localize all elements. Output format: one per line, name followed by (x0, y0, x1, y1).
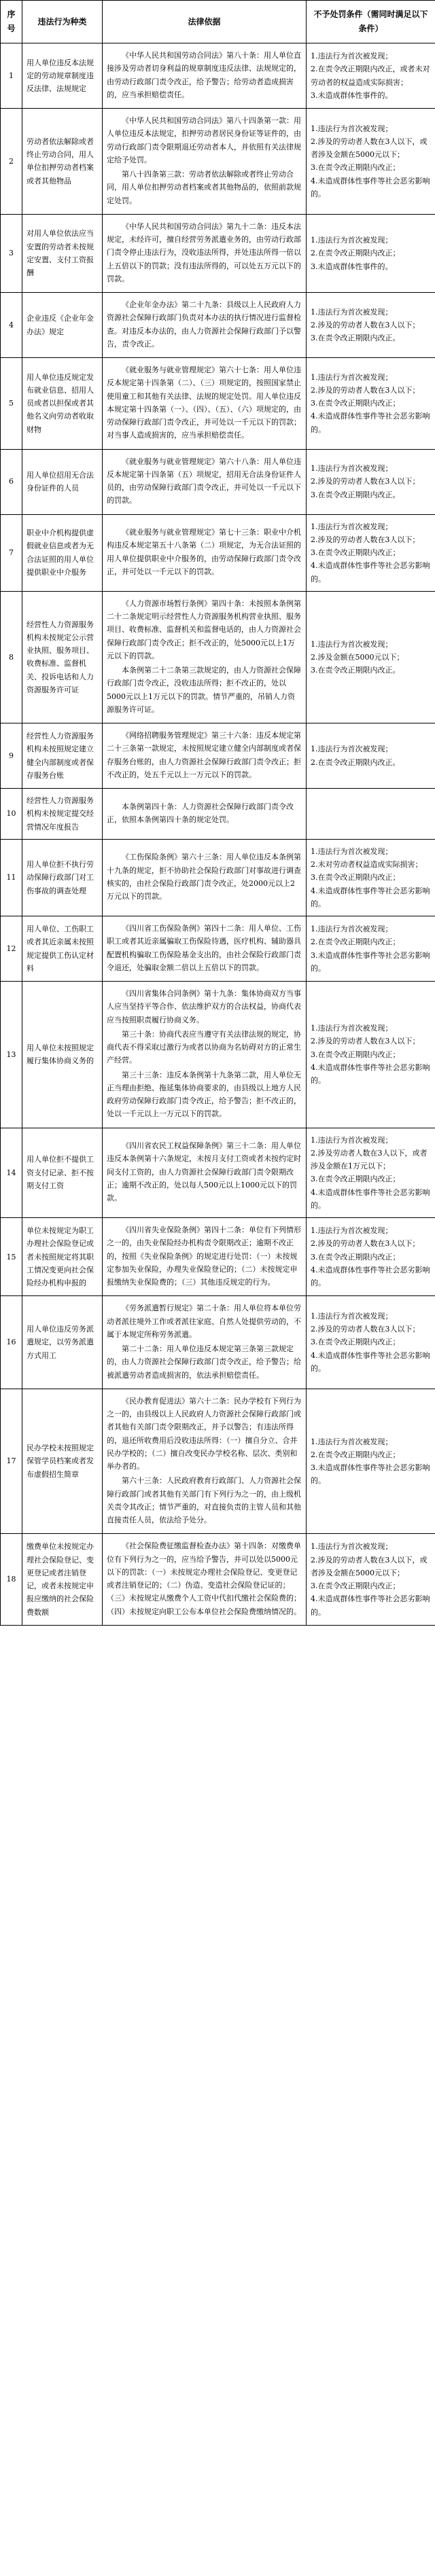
condition-item: 1.违法行为首次被发现； (311, 1226, 393, 1235)
condition-item: 3.在责令改正期限内改正。 (311, 490, 400, 499)
table-header-row (1, 1, 435, 43)
violation-type: 用人单位拒不执行劳动保障行政部门对工伤事故的调查处理 (22, 839, 103, 916)
condition-item: 4.未造成群体性事件等社会恶劣影响的。 (311, 1265, 430, 1287)
condition-item: 4.未造成群体性事件等社会恶劣影响的。 (311, 1350, 430, 1373)
legal-basis (103, 982, 307, 1128)
condition-item: 4.未造成群体性事件等社会恶劣影响的。 (311, 1062, 430, 1086)
legal-basis-paragraph: 《中华人民共和国劳动合同法》第九十二条：违反本法规定，未经许可，擅自经营劳务派遣业务的，由劳动行政部门责令停止违法行为，没收违法所得，并处违法所得一倍以上五倍以下的罚款；没有违法所得的，可以处五万元以下的罚款。 (107, 221, 301, 283)
condition-item: 4.未造成群体性事件等社会恶劣影响的。 (311, 886, 430, 908)
legal-basis-paragraph: 《社会保险费征缴监督检查办法》第十四条：对缴费单位有下列行为之一的，应当给予警告，并可以处以5000元以下的罚款：（一）未按规定办理社会保险登记、变更登记或者注销登记的；（二）伪造、变造社会保险登记证的；（三）未按规定从缴费个人工资中代扣代缴社会保险费的；（四）未按规定向职工公布本单位社会保险费缴纳情况的。 (107, 1541, 301, 1616)
row-number: 2 (1, 109, 22, 215)
legal-basis-paragraph: 《网络招聘服务管理规定》第三十六条：违反本规定第二十三条第一款规定，未按照规定建立健全内部制度或者保存服务台账的，由人力资源社会保障行政部门责令改正；拒不改正的，处五千元以上一万元以下的罚款。 (107, 731, 301, 779)
exemption-conditions (307, 449, 435, 514)
condition-item: 4.未造成群体性事件等社会恶劣影响的。 (311, 1187, 430, 1210)
table-row (1, 723, 435, 789)
row-number: 10 (1, 789, 22, 840)
table-row (1, 214, 435, 292)
legal-basis (103, 214, 307, 292)
condition-item: 2.涉及的劳动者人数在3人以下； (311, 320, 420, 329)
table-row (1, 591, 435, 723)
exemption-conditions (307, 789, 435, 840)
row-number: 6 (1, 449, 22, 514)
header-legal-basis: 法律依据 (103, 1, 307, 43)
condition-item: 1.违法行为首次被发现； (311, 1542, 393, 1552)
violation-type: 民办学校未按照规定保管学员档案或者发布虚假招生简章 (22, 1389, 103, 1534)
condition-item: 2.涉及的劳动者人数在3人以下，或者涉及金额在5000元以下； (311, 1555, 428, 1577)
condition-item: 3.在责令改正期限内改正。 (311, 666, 400, 675)
violation-type: 用人单位拒不提供工资支付记录、拒不按期支付工资 (22, 1128, 103, 1218)
condition-item: 1.违法行为首次被发现； (311, 522, 393, 531)
exemption-conditions (307, 839, 435, 916)
violation-type: 对用人单位依法应当安置的劳动者未按规定安置、支付工资报酬 (22, 214, 103, 292)
row-number: 1 (1, 43, 22, 109)
violation-type: 经营性人力资源服务机构未按规定公示营业执照、服务项目、收费标准、监督机关、投诉电话和人力资源服务许可证 (22, 591, 103, 723)
table-row (1, 1389, 435, 1534)
table-row (1, 293, 435, 358)
condition-item: 3.未造成群体性事件的。 (311, 262, 393, 271)
legal-basis (103, 293, 307, 358)
legal-basis (103, 1218, 307, 1296)
table-row (1, 789, 435, 840)
legal-basis-paragraph: 《就业服务与就业管理规定》第六十八条：用人单位违反本规定第十四条第（五）项规定，招用无合法身份证件人员的，由劳动保障行政部门责令改正，并可处以一千元以下的罚款。 (107, 457, 301, 505)
exemption-conditions (307, 293, 435, 358)
legal-basis-paragraph: 本条例第二十二条第三款规定的，由人力资源社会保障行政部门责令改正，没收违法所得；拒不改正的，处以5000元以上1万元以下的罚款。情节严重的，吊销人力资源服务许可证。 (107, 666, 301, 714)
exemption-conditions (307, 214, 435, 292)
legal-basis (103, 723, 307, 789)
condition-item: 2.在责令改正期限内改正； (311, 937, 400, 947)
legal-basis-paragraph: 第三十三条：违反本条例第十九条第二款，用人单位无正当理由拒绝、拖延集体协商要求的，由县级以上地方人民政府劳动保障行政部门责令改正，给予警告；拒不改正的，处以一千元以上一万元以下的罚款。 (107, 1070, 301, 1119)
violation-type: 用人单位违反规定发布就业信息、招用人员或者以担保或者其他名义向劳动者收取财物 (22, 358, 103, 450)
exemption-conditions (307, 1218, 435, 1296)
exemption-conditions (307, 723, 435, 789)
condition-item: 3.在责令改正期限内改正； (311, 1252, 400, 1262)
condition-item: 3.在责令改正期限内改正； (311, 399, 400, 408)
condition-item: 2.未对劳动者权益造成实际损害； (311, 860, 423, 869)
header-no: 序号 (1, 1, 22, 43)
legal-basis-paragraph: 《四川省工伤保险条例》第四十二条：用人单位、工伤职工或者其近亲属骗取工伤保险待遇，医疗机构、辅助器具配置机构骗取工伤保险基金支出的，由社会保险行政部门责令退还，处骗取金额二倍以上五倍以下的罚款。 (107, 924, 301, 972)
violation-type: 用人单位违反劳务派遣规定，以劳务派遣方式用工 (22, 1296, 103, 1389)
condition-item: 3.未造成群体性事件的。 (311, 90, 393, 100)
table-row (1, 358, 435, 450)
legal-basis-paragraph: 《四川省集体合同条例》第十九条：集体协商双方当事人应当坚持平等合作、依法维护双方的合法权益，协商代表应当按照职责履行协商义务。 (107, 989, 301, 1024)
condition-item: 2.涉及劳动者人数在3人以下，或者涉及金额在1万元以下； (311, 1148, 428, 1170)
exemption-conditions (307, 591, 435, 723)
header-violation-type: 违法行为种类 (22, 1, 103, 43)
violation-type: 经营性人力资源服务机构未按规定提交经营情况年度报告 (22, 789, 103, 840)
table-row (1, 1296, 435, 1389)
condition-item: 1.违法行为首次被发现； (311, 307, 393, 317)
legal-basis-paragraph: 第三十条：协商代表应当遵守有关法律法规的规定，协商代表不得采取过激行为或者以协商为名妨碍对方的正常生产经营。 (107, 1029, 301, 1065)
legal-basis (103, 839, 307, 916)
legal-basis-paragraph: 《四川省农民工权益保障条例》第三十二条：用人单位违反本条例第十六条规定，未按月支付工资或者未按约定时间支付工资的，由人力资源社会保障行政部门责令限期改正；逾期不改正的，处以每人500元以上1000元以下的罚款。 (107, 1141, 301, 1203)
violation-type: 用人单位、工伤职工或者其近亲属未按照规定提供工伤认定材料 (22, 916, 103, 982)
condition-item: 1.违法行为首次被发现； (311, 925, 393, 933)
condition-item: 1.违法行为首次被发现； (311, 124, 393, 133)
condition-item: 1.违法行为首次被发现； (311, 1311, 393, 1321)
legal-basis-paragraph: 第八十四条第三款：劳动者依法解除或者终止劳动合同，用人单位扣押劳动者档案或者其他物品的，依照前款规定处罚。 (107, 170, 301, 205)
condition-item: 3.在责令改正期限内改正； (311, 873, 400, 882)
condition-item: 3.在责令改正期限内改正； (311, 548, 400, 557)
violation-type: 企业违反《企业年金办法》规定 (22, 293, 103, 358)
condition-item: 1.违法行为首次被发现； (311, 846, 393, 856)
exemption-conditions (307, 1534, 435, 1626)
table-row (1, 109, 435, 215)
legal-basis-paragraph: 《就业服务与就业管理规定》第七十三条：职业中介机构违反本规定第五十八条第（二）项规定，为无合法证照的用人单位提供职业中介服务的，由劳动保障行政部门责令改正，并可处以一千元以下的罚款。 (107, 528, 301, 576)
condition-item: 2.涉及的劳动者人数在3人以下； (311, 385, 420, 395)
condition-item: 1.违法行为首次被发现； (311, 1437, 393, 1446)
row-number: 12 (1, 916, 22, 982)
condition-item: 2.涉及的劳动者人数在3人以下； (311, 535, 420, 544)
exemption-conditions (307, 109, 435, 215)
condition-item: 1.违法行为首次被发现； (311, 639, 393, 649)
condition-item: 1.违法行为首次被发现； (311, 236, 393, 245)
legal-basis (103, 1534, 307, 1626)
condition-item: 3.在责令改正期限内改正； (311, 1338, 400, 1347)
exemption-conditions (307, 916, 435, 982)
row-number: 17 (1, 1389, 22, 1534)
table-row (1, 1128, 435, 1218)
condition-item: 4.未造成群体性事件等社会恶劣影响的。 (311, 561, 430, 584)
legal-basis-paragraph: 第六十三条：人民政府教育行政部门、人力资源社会保障行政部门或者其他有关部门有下列行为之一的，由上级机关责令其改正；情节严重的，对直接负责的主管人员和其他直接责任人员，依法给予处分。 (107, 1476, 301, 1524)
condition-item: 3.未造成群体性事件等社会恶劣影响的。 (311, 1463, 430, 1486)
table-row (1, 449, 435, 514)
row-number: 8 (1, 591, 22, 723)
legal-basis-paragraph: 《四川省失业保险条例》第四十二条：单位有下列情形之一的，由失业保险经办机构责令限期改正；逾期不改正的，按照《失业保险条例》的规定进行处罚：（一）未按规定参加失业保险，办理失业保险登记的；（二）未按规定申报缴纳失业保险费的；（三）其他违反规定的行为。 (107, 1226, 301, 1287)
row-number: 15 (1, 1218, 22, 1296)
condition-item: 3.在责令改正期限内改正； (311, 1175, 400, 1184)
violation-type: 用人单位违反本法规定的劳动规章制度违反法律、法规规定 (22, 43, 103, 109)
condition-item: 3.未造成群体性事件等社会恶劣影响的。 (311, 950, 430, 973)
condition-item: 3.在责令改正期限内改正； (311, 1050, 400, 1059)
table-row (1, 43, 435, 109)
row-number: 5 (1, 358, 22, 450)
row-number: 16 (1, 1296, 22, 1389)
row-number: 3 (1, 214, 22, 292)
table-row (1, 839, 435, 916)
legal-basis-paragraph: 《企业年金办法》第二十九条：县级以上人民政府人力资源社会保障行政部门负责对本办法的执行情况进行监督检查。对违反本办法的，由人力资源社会保障行政部门予以警告，责令改正。 (107, 300, 301, 348)
row-number: 7 (1, 514, 22, 591)
legal-basis-paragraph: 本条例第四十条：人力资源社会保障行政部门责令改正，依照本条例第四十条的规定处罚。 (107, 802, 294, 824)
row-number: 9 (1, 723, 22, 789)
condition-item: 2.在责令改正期限内改正。 (311, 757, 400, 767)
row-number: 14 (1, 1128, 22, 1218)
row-number: 18 (1, 1534, 22, 1626)
exemption-conditions (307, 1128, 435, 1218)
violation-type: 单位未按规定为职工办理社会保险登记或者未按照规定将其职工情况变更向社会保险经办机构申报的 (22, 1218, 103, 1296)
legal-basis (103, 514, 307, 591)
condition-item: 1.违法行为首次被发现； (311, 1024, 393, 1033)
violation-type: 职业中介机构提供虚假就业信息或者为无合法证照的用人单位提供职业中介服务 (22, 514, 103, 591)
legal-basis-paragraph: 《就业服务与就业管理规定》第六十七条：用人单位违反本规定第十四条第（二）、（三）项规定的，按照国家禁止使用童工和其他有关法律、法规的规定处罚。用人单位违反本规定第十四条第（一）、（四）、（五）、（六）项规定的，由劳动保障行政部门责令改正，并可处以一千元以下的罚款；对当事人造成损害的，应当承担赔偿责任。 (107, 365, 301, 440)
condition-item: 2.涉及的劳动者人数在3人以下； (311, 1325, 420, 1334)
condition-item: 2.在责令改正期限内改正，或者未对劳动者的权益造成实际损害； (311, 65, 430, 87)
table-row (1, 1534, 435, 1626)
violation-type: 用人单位未按照规定履行集体协商义务的 (22, 982, 103, 1128)
legal-basis (103, 358, 307, 450)
exemption-conditions (307, 358, 435, 450)
header-exemption-conditions: 不予处罚条件（需同时满足以下条件） (307, 1, 435, 43)
legal-basis-paragraph: 《中华人民共和国劳动合同法》第八十条：用人单位直接涉及劳动者切身利益的规章制度违反法律、法规规定的，由劳动行政部门责令改正，给予警告；给劳动者造成损害的，应当承担赔偿责任。 (107, 51, 301, 99)
condition-item: 3.在责令改正期限内改正； (311, 1581, 400, 1590)
condition-item: 1.违法行为首次被发现； (311, 372, 393, 382)
exemption-conditions (307, 43, 435, 109)
table-row (1, 1218, 435, 1296)
condition-item: 4.未造成群体性事件等社会恶劣影响的。 (311, 1594, 430, 1617)
condition-item: 4.未造成群体性事件等社会恶劣影响的。 (311, 176, 430, 198)
condition-item: 2.涉及的劳动者人数在3人以下，或者涉及金额在5000元以下； (311, 137, 428, 160)
row-number: 11 (1, 839, 22, 916)
legal-basis (103, 1128, 307, 1218)
condition-item: 3.在责令改正期限内改正； (311, 163, 400, 173)
violation-type: 经营性人力资源服务机构未按照规定建立健全内部制度或者保存服务台账 (22, 723, 103, 789)
exemption-conditions (307, 1389, 435, 1534)
legal-basis (103, 1389, 307, 1534)
table-row (1, 982, 435, 1128)
row-number: 4 (1, 293, 22, 358)
condition-item: 1.违法行为首次被发现； (311, 1135, 393, 1145)
violation-type: 缴费单位未按规定办理社会保险登记、变更登记或者注销登记，或者未按规定申报应缴纳的社会保险费数额 (22, 1534, 103, 1626)
violation-type: 用人单位招用无合法身份证件的人员 (22, 449, 103, 514)
condition-item: 1.违法行为首次被发现； (311, 464, 393, 473)
exemption-conditions (307, 982, 435, 1128)
condition-item: 2.在责令改正期限内改正； (311, 1450, 400, 1459)
condition-item: 2.涉及的劳动者人数在3人以下； (311, 1239, 420, 1249)
legal-basis-paragraph: 《人力资源市场暂行条例》第四十条：未按照本条例第二十二条规定明示经营性人力资源服务机构营业执照、服务项目、收费标准、监督机关和监督电话的，由人力资源社会保障行政部门责令改正；拒不改正的，处5000元以上1万元以下的罚款。 (107, 598, 301, 660)
legal-basis (103, 591, 307, 723)
violation-type: 劳动者依法解除或者终止劳动合同，用人单位扣押劳动者档案或者其他物品 (22, 109, 103, 215)
legal-basis (103, 109, 307, 215)
exemption-conditions (307, 514, 435, 591)
condition-item: 2.在责令改正期限内改正； (311, 249, 400, 258)
condition-item: 3.在责令改正期限内改正。 (311, 334, 400, 343)
legal-basis (103, 916, 307, 982)
condition-item: 4.未造成群体性事件等社会恶劣影响的。 (311, 412, 430, 434)
condition-item: 2.涉及的劳动者人数在3人以下； (311, 1037, 420, 1046)
table-row (1, 916, 435, 982)
legal-basis (103, 449, 307, 514)
table-body (1, 43, 435, 1626)
condition-item: 2.涉及的劳动者人数在3人以下； (311, 477, 420, 486)
legal-basis-paragraph: 《中华人民共和国劳动合同法》第八十四条第一款：用人单位违反本法规定，扣押劳动者居民身份证等证件的，由劳动行政部门责令限期退还劳动者本人，并依照有关法律规定给予处罚。 (107, 116, 301, 164)
legal-basis-paragraph: 第二十二条：用人单位违反本规定第三条第三款规定的，由人力资源社会保障行政部门责令改正，给予警告；给被派遣劳动者造成损害的，依法承担赔偿责任。 (107, 1344, 301, 1380)
legal-basis-paragraph: 《民办教育促进法》第六十二条：民办学校有下列行为之一的，由县级以上人民政府人力资源社会保障行政部门或者其他有关部门责令限期改正，并予以警告；有违法所得的，退还所收费用后没收违法所得：（一）擅自分立、合并民办学校的；（二）擅自改变民办学校名称、层次、类别和举办者的。 (107, 1396, 301, 1471)
legal-basis-paragraph: 《劳务派遣暂行规定》第二十条：用人单位将本单位劳动者派往境外工作或者派往家庭、自然人处提供劳动的，不属于本规定所称劳务派遣。 (107, 1304, 301, 1339)
table-row (1, 514, 435, 591)
legal-basis (103, 43, 307, 109)
condition-item: 2.涉及金额在5000元以下； (311, 652, 404, 662)
legal-basis (103, 1296, 307, 1389)
legal-basis (103, 789, 307, 840)
condition-item: 1.违法行为首次被发现； (311, 52, 393, 60)
condition-item: 1.违法行为首次被发现； (311, 745, 393, 754)
row-number: 13 (1, 982, 22, 1128)
exemption-conditions (307, 1296, 435, 1389)
legal-basis-paragraph: 《工伤保险条例》第六十三条：用人单位违反本条例第十九条的规定，拒不协助社会保险行政部门对事故进行调查核实的，由社会保险行政部门责令改正，处2000元以上2万元以下的罚款。 (107, 853, 301, 901)
